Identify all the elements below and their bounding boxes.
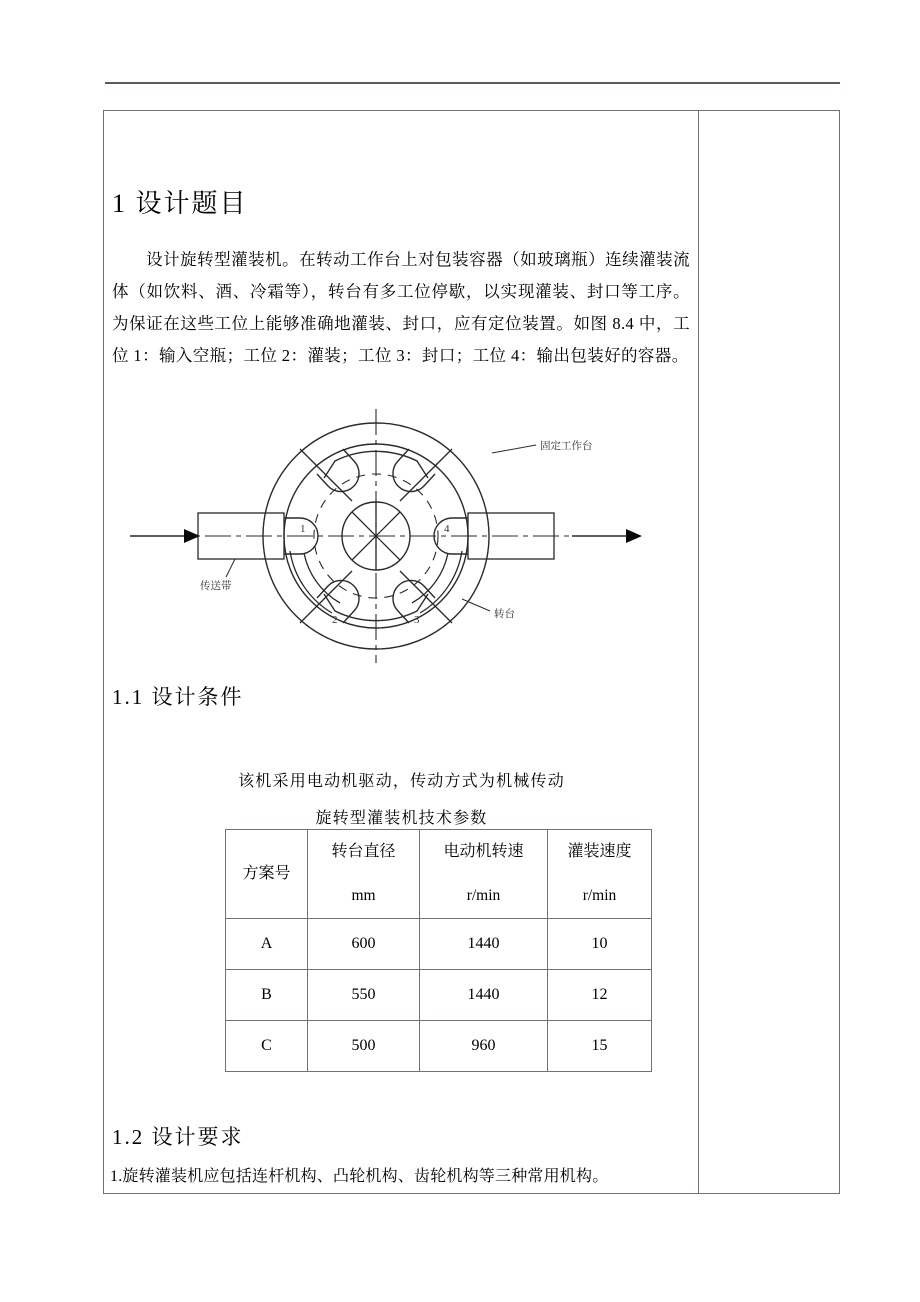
page-frame-main-column — [104, 111, 699, 1193]
station-number-3: 3 — [414, 614, 420, 626]
cell-plan: B — [226, 970, 308, 1021]
table-header-motor-speed: 电动机转速 r/min — [420, 830, 548, 919]
cell-plan: A — [226, 919, 308, 970]
header-rule — [105, 82, 840, 84]
table-header-plan: 方案号 — [226, 830, 308, 919]
cell-diameter: 600 — [308, 919, 420, 970]
table-row — [226, 970, 652, 1021]
figure-label-fixed-table: 固定工作台 — [540, 440, 593, 452]
station-number-4: 4 — [444, 523, 450, 535]
rotary-filling-machine-figure — [104, 401, 699, 671]
table-caption: 旋转型灌装机技术参数 — [315, 810, 488, 827]
page-frame-side-column — [699, 111, 839, 1193]
cell-motor-speed: 1440 — [420, 970, 548, 1021]
section-heading-design-conditions: 1.1 设计条件 — [112, 685, 244, 709]
outlet-arrow-head — [626, 529, 642, 543]
page-frame — [103, 110, 840, 1194]
cell-fill-speed: 15 — [548, 1021, 652, 1072]
table-header-diameter: 转台直径 mm — [308, 830, 420, 919]
figure-label-rotary-table: 转台 — [494, 608, 515, 620]
figure-label-conveyor: 传送带 — [200, 580, 232, 592]
cell-diameter: 550 — [308, 970, 420, 1021]
table-header-row — [226, 830, 652, 919]
cell-fill-speed: 10 — [548, 919, 652, 970]
cell-plan: C — [226, 1021, 308, 1072]
table-header-fill-speed: 灌装速度 r/min — [548, 830, 652, 919]
cell-motor-speed: 960 — [420, 1021, 548, 1072]
table-row — [226, 1021, 652, 1072]
cell-fill-speed: 12 — [548, 970, 652, 1021]
station-number-1: 1 — [300, 523, 306, 535]
station-number-2: 2 — [332, 614, 338, 626]
page-title: 1 设计题目 — [112, 189, 248, 218]
spec-table — [225, 829, 652, 1072]
section-heading-design-requirements: 1.2 设计要求 — [112, 1125, 244, 1149]
table-row — [226, 919, 652, 970]
intro-paragraph — [112, 244, 690, 372]
cell-diameter: 500 — [308, 1021, 420, 1072]
drive-description-line: 该机采用电动机驱动，传动方式为机械传动 — [238, 773, 565, 790]
intro-paragraph-text: 设计旋转型灌装机。在转动工作台上对包装容器（如玻璃瓶）连续灌装流体（如饮料、酒、冷霜等），转台有多工位停歇，以实现灌装、封口等工序。为保证在这些工位上能够准确地灌装、封口，应有定位装置。如图 8.4 中，工位 1：输入空瓶；工位 2：灌装；工位 3：封口；工位 4：输出包装好的容器。 — [112, 249, 690, 365]
requirement-item-1: 1.旋转灌装机应包括连杆机构、凸轮机构、齿轮机构等三种常用机构。 — [110, 1168, 609, 1185]
cell-motor-speed: 1440 — [420, 919, 548, 970]
